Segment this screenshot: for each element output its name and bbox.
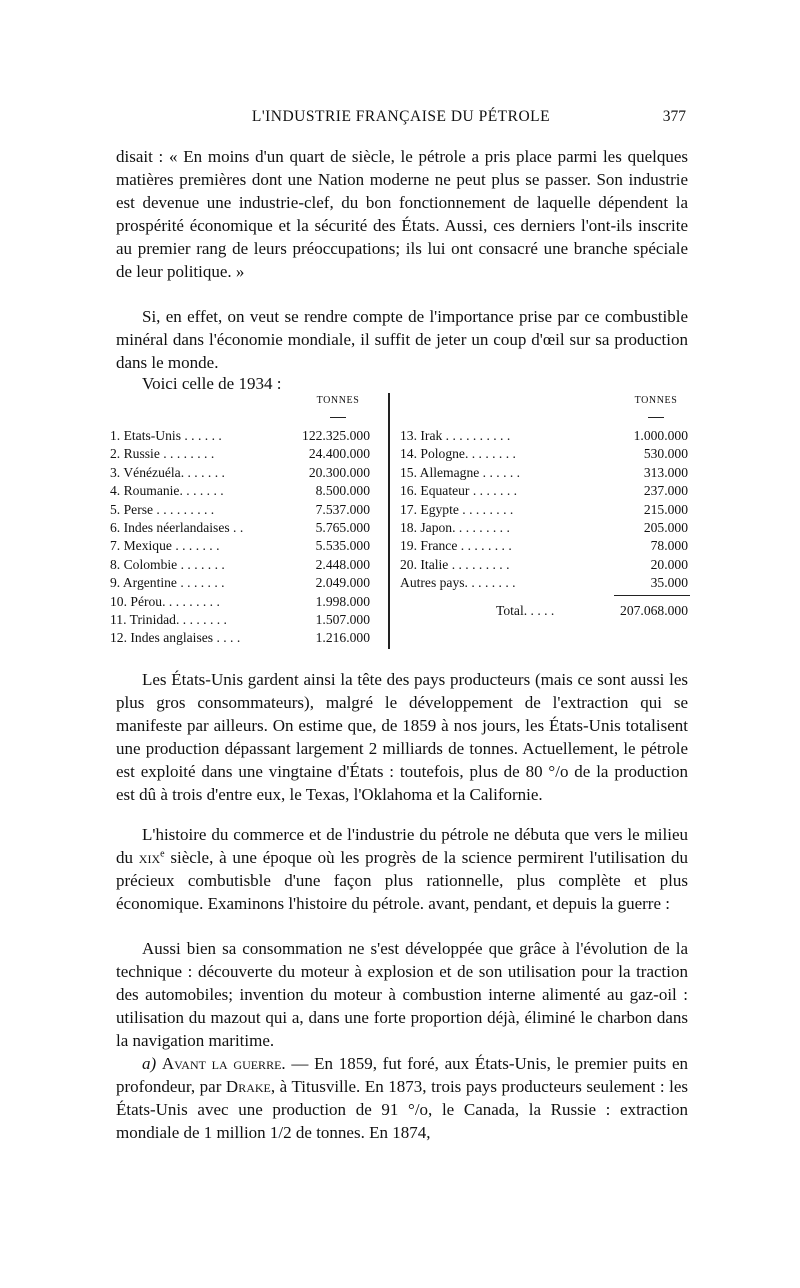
country-name: 6. Indes néerlandaises . . <box>110 519 244 535</box>
country-name: 11. Trinidad. . . . . . . . <box>110 611 227 627</box>
country-name: 8. Colombie . . . . . . . <box>110 556 225 572</box>
table-row <box>400 556 690 574</box>
total-value: 207.068.000 <box>620 603 688 618</box>
left-rows <box>110 427 376 648</box>
table-row <box>110 574 376 592</box>
production-value: 7.537.000 <box>315 501 370 517</box>
table-row <box>400 427 690 445</box>
column-divider <box>388 393 390 649</box>
paragraph-importance: Si, en effet, on veut se rendre compte de l'importance prise par ce combustible minéral dans l'économie mondiale, il suffit de jeter un coup d'œil sur sa production dans le monde. <box>116 307 688 373</box>
paragraph-text: — En 1859, fut foré, aux États-Unis, le premier puits en profondeur, par <box>116 1054 689 1097</box>
table-row <box>110 629 376 647</box>
century-numeral: xix <box>138 848 161 868</box>
total-row <box>400 601 690 621</box>
unit-dash <box>648 417 664 418</box>
paragraph-table-intro: Voici celle de 1934 : <box>142 374 282 393</box>
production-value: 5.535.000 <box>315 538 370 554</box>
table-row <box>110 464 376 482</box>
total-rule <box>614 595 690 596</box>
production-value: 530.000 <box>643 446 688 462</box>
country-name: 15. Allemagne . . . . . . <box>400 464 521 480</box>
paragraph-technique: Aussi bien sa consommation ne s'est développée que grâce à l'évolution de la technique : découverte du moteur à explosion et de son utilisation pour la traction des automobiles; invention du moteur à combustion interne alimenté au gaz-oil : utilisation du mazout qui a, dans une forte proportion déjà, éliminé le charbon dans la navigation maritime. <box>116 939 688 1051</box>
country-name: 3. Vénézuéla. . . . . . . <box>110 464 225 480</box>
table-row <box>110 537 376 555</box>
country-name: 10. Pérou. . . . . . . . . <box>110 593 220 609</box>
paragraph-united-states <box>116 668 688 807</box>
page-header <box>116 108 686 130</box>
table-row <box>400 482 690 500</box>
country-name: 4. Roumanie. . . . . . . <box>110 483 224 499</box>
paragraph-text: Les États-Unis gardent ainsi la tête des pays producteurs (mais ce sont aussi les plus gros consommateurs), malgré le développement de l'extraction qui se manifeste par ailleurs. On estime que, de 1859 à nos jours, les États-Unis totalisent une production dépassant largement 2 milliards de tonnes. Actuellement, le pétrole est exploité dans une vingtaine d'États : toutefois, plus de 80 °/o de la production est dû à trois d'entre eux, le Texas, l'Oklahoma et la Californie. <box>116 670 688 805</box>
running-title: L'INDUSTRIE FRANÇAISE DU PÉTROLE <box>251 108 551 125</box>
table-row <box>400 501 690 519</box>
unit-header: TONNES <box>316 395 360 406</box>
production-value: 35.000 <box>650 575 688 591</box>
section-marker: a) <box>142 1054 157 1073</box>
country-name: 14. Pologne. . . . . . . . <box>400 446 516 462</box>
page-number: 377 <box>662 108 686 125</box>
production-value: 237.000 <box>643 483 688 499</box>
table-row <box>110 501 376 519</box>
country-name: 12. Indes anglaises . . . . <box>110 630 241 646</box>
production-value: 1.000.000 <box>633 428 688 443</box>
country-name: 1. Etats-Unis . . . . . . <box>110 428 222 443</box>
production-value: 20.000 <box>650 556 688 572</box>
paragraph-text: siècle, à une époque où les progrès de la science permirent l'utilisation du précieux combutisble d'une façon plus rationnelle, plus complète et plus économique. Examinons l'histoire du pétrole. avant, pendant, et depuis la guerre : <box>116 848 689 914</box>
person-name: Drake <box>225 1077 271 1097</box>
production-table <box>110 393 690 649</box>
total-label: Total. . . . . <box>496 603 555 618</box>
table-row <box>400 445 690 463</box>
table-left-column <box>110 393 376 649</box>
unit-header: TONNES <box>634 395 678 406</box>
country-name: 19. France . . . . . . . . <box>400 538 512 554</box>
paragraph-before-war <box>116 1052 688 1144</box>
paragraph-text: L'histoire du commerce et de l'industrie du pétrole ne débuta que vers le milieu du <box>116 825 688 868</box>
paragraph-history <box>116 823 688 915</box>
country-name: 13. Irak . . . . . . . . . . <box>400 428 511 443</box>
production-value: 5.765.000 <box>315 519 370 535</box>
right-rows <box>400 427 690 593</box>
unit-dash <box>330 417 346 418</box>
table-row <box>110 482 376 500</box>
production-value: 2.049.000 <box>315 575 370 591</box>
century-superscript: e <box>160 848 165 860</box>
country-name: 7. Mexique . . . . . . . <box>110 538 220 554</box>
country-name: 5. Perse . . . . . . . . . <box>110 501 215 517</box>
paragraph-text: , à Titusville. En 1873, trois pays producteurs seulement : les États-Unis avec une production de 91 °/o, le Canada, la Russie : extraction mondiale de 1 million 1/2 de tonnes. En 1874, <box>116 1077 688 1143</box>
country-name: 17. Egypte . . . . . . . . <box>400 501 514 517</box>
production-value: 205.000 <box>643 519 688 535</box>
table-row <box>400 574 690 592</box>
table-row <box>400 464 690 482</box>
production-value: 215.000 <box>643 501 688 517</box>
production-value: 24.400.000 <box>308 446 370 462</box>
table-right-column <box>400 393 690 649</box>
production-value: 122.325.000 <box>302 428 370 443</box>
table-row <box>110 427 376 445</box>
production-value: 1.216.000 <box>315 630 370 646</box>
production-value: 78.000 <box>650 538 688 554</box>
table-row <box>400 519 690 537</box>
country-name: 16. Equateur . . . . . . . <box>400 483 518 499</box>
production-value: 2.448.000 <box>315 556 370 572</box>
production-value: 1.998.000 <box>315 593 370 609</box>
table-row <box>400 537 690 555</box>
production-value: 8.500.000 <box>315 483 370 499</box>
country-name: 2. Russie . . . . . . . . <box>110 446 215 462</box>
production-value: 20.300.000 <box>308 464 370 480</box>
section-heading: Avant la guerre. <box>161 1054 286 1073</box>
production-value: 313.000 <box>643 464 688 480</box>
paragraph-quote-continuation: disait : « En moins d'un quart de siècle, le pétrole a pris place parmi les quelques matières premières dont une Nation moderne ne peut plus se passer. Son industrie est devenue une industrie-clef, du bon fonctionnement de laquelle dépendent la prospérité économique et la sécurité des États. Aussi, ces derniers l'ont-ils inscrite au premier rang de leurs préoccupations; ils lui ont consacré une branche spéciale de leur politique. » <box>116 147 688 282</box>
table-row <box>110 593 376 611</box>
country-name: 18. Japon. . . . . . . . . <box>400 519 510 535</box>
table-row <box>110 611 376 629</box>
production-value: 1.507.000 <box>315 611 370 627</box>
country-name: 20. Italie . . . . . . . . . <box>400 556 510 572</box>
table-row <box>110 556 376 574</box>
table-row <box>110 445 376 463</box>
table-row <box>110 519 376 537</box>
country-name: Autres pays. . . . . . . . <box>400 575 516 591</box>
country-name: 9. Argentine . . . . . . . <box>110 575 225 591</box>
